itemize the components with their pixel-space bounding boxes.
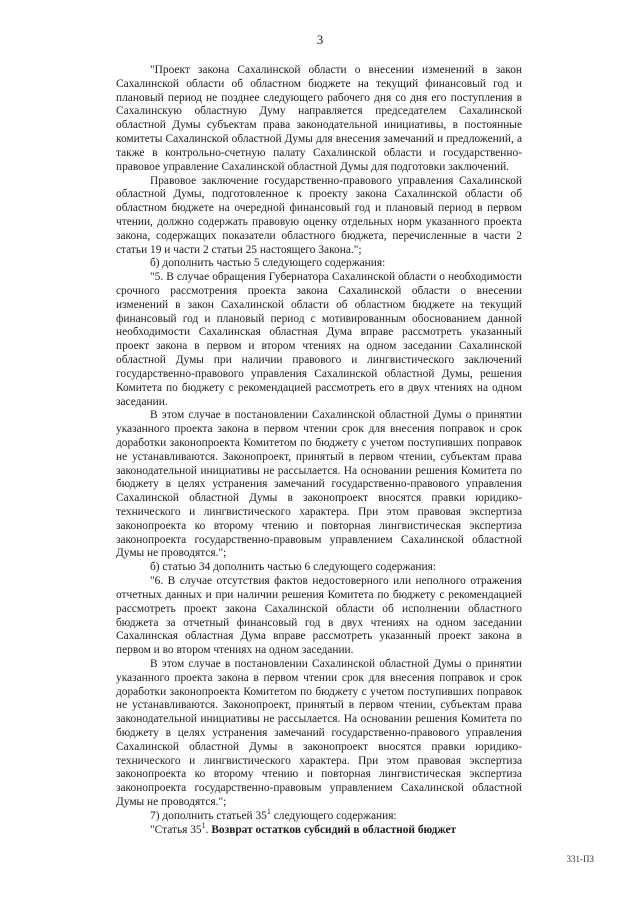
amendment-7-paragraph — [116, 807, 522, 824]
amendment-7-prefix: 7) дополнить статьей 35 — [150, 809, 267, 822]
page-number: 3 — [316, 32, 324, 47]
document-body — [116, 64, 522, 838]
paragraph: "5. В случае обращения Губернатора Сахалинской области о необходимости срочного рассмотрения проекта закона Сахалинской области о внесении изменений в закон Сахалинской области об областном бюджете на текущий финансовый год и плановый период с мотивированным обоснованием данной необходимости Сахалинская областная Дума вправе рассмотреть указанный проект закона в первом и втором чтениях на одном заседании Сахалинской областной Думы при наличии правового и лингвистического заключений государственно-правового управления Сахалинской областной Думы, решения Комитета по бюджету с рекомендацией рассмотреть его в двух чтениях на одном заседании. — [116, 271, 522, 408]
article-heading-dot: . — [205, 823, 212, 836]
article-heading-title: Возврат остатков субсидий в областной бюджет — [211, 823, 457, 836]
paragraph: б) дополнить частью 5 следующего содержания: — [150, 257, 386, 270]
amendment-7-superscript: 1 — [266, 807, 271, 817]
paragraph: В этом случае в постановлении Сахалинской областной Думы о принятии указанного проекта закона в первом чтении срок для внесения поправок и срок доработки законопроекта Комитетом по бюджету с учетом поступивших поправок не устанавливаются. Законопроект, принятый в первом чтении, субъектам права законодательной инициативы не рассылается. На основании решения Комитета по бюджету в целях устранения замечаний государственно-правового управления Сахалинской областной Думы в законопроект вносятся правки юридико-технического и лингвистического характера. При этом правовая экспертиза законопроекта ко второму чтению и повторная лингвистическая экспертиза законопроекта государственно-правовым управлением Сахалинской областной Думы не проводятся."; — [116, 657, 522, 809]
paragraph: "6. В случае отсутствия фактов недостоверного или неполного отражения отчетных данных и при наличии решения Комитета по бюджету с рекомендацией рассмотреть проект закона Сахалинской области об исполнении областного бюджета за отчетный финансовый год в двух чтениях на одном заседании Сахалинская областная Дума вправе рассмотреть указанный проект закона в первом и во втором чтениях на одном заседании. — [116, 575, 522, 657]
amendment-7-suffix: следующего содержания: — [270, 809, 397, 822]
paragraph: "Проект закона Сахалинской области о внесении изменений в закон Сахалинской области об областном бюджете на текущий финансовый год и плановый период не позднее следующего рабочего дня со дня его поступления в Сахалинскую областную Думу направляется председателем Сахалинской областной Думы субъектам права законодательной инициативы, в постоянные комитеты Сахалинской областной Думы для внесения замечаний и предложений, а также в контрольно-счетную палату Сахалинской области и государственно-правовое управление Сахалинской областной Думы для подготовки заключений. — [116, 64, 522, 173]
document-code: 331-ПЗ — [566, 854, 594, 864]
paragraph: Правовое заключение государственно-правового управления Сахалинской областной Думы, подготовленное к проекту закона Сахалинской области об областном бюджете на очередной финансовый год и плановый период в первом чтении, должно содержать правовую оценку отдельных норм указанного проекта закона, содержащих показатели областного бюджета, перечисленные в части 2 статьи 19 и части 2 статьи 25 настоящего Закона."; — [116, 174, 522, 256]
article-heading-prefix: "Статья 35 — [150, 823, 202, 836]
paragraph: В этом случае в постановлении Сахалинской областной Думы о принятии указанного проекта закона в первом чтении срок для внесения поправок и срок доработки законопроекта Комитетом по бюджету с учетом поступивших поправок не устанавливаются. Законопроект, принятый в первом чтении, субъектам права законодательной инициативы не рассылается. На основании решения Комитета по бюджету в целях устранения замечаний государственно-правового управления Сахалинской областной Думы в законопроект вносятся правки юридико-технического и лингвистического характера. При этом правовая экспертиза законопроекта ко второму чтению и повторная лингвистическая экспертиза законопроекта государственно-правовым управлением Сахалинской областной Думы не проводятся."; — [116, 409, 522, 560]
article-heading-superscript: 1 — [201, 820, 206, 830]
paragraph: б) статью 34 дополнить частью 6 следующего содержания: — [150, 561, 436, 574]
article-heading — [116, 820, 522, 838]
